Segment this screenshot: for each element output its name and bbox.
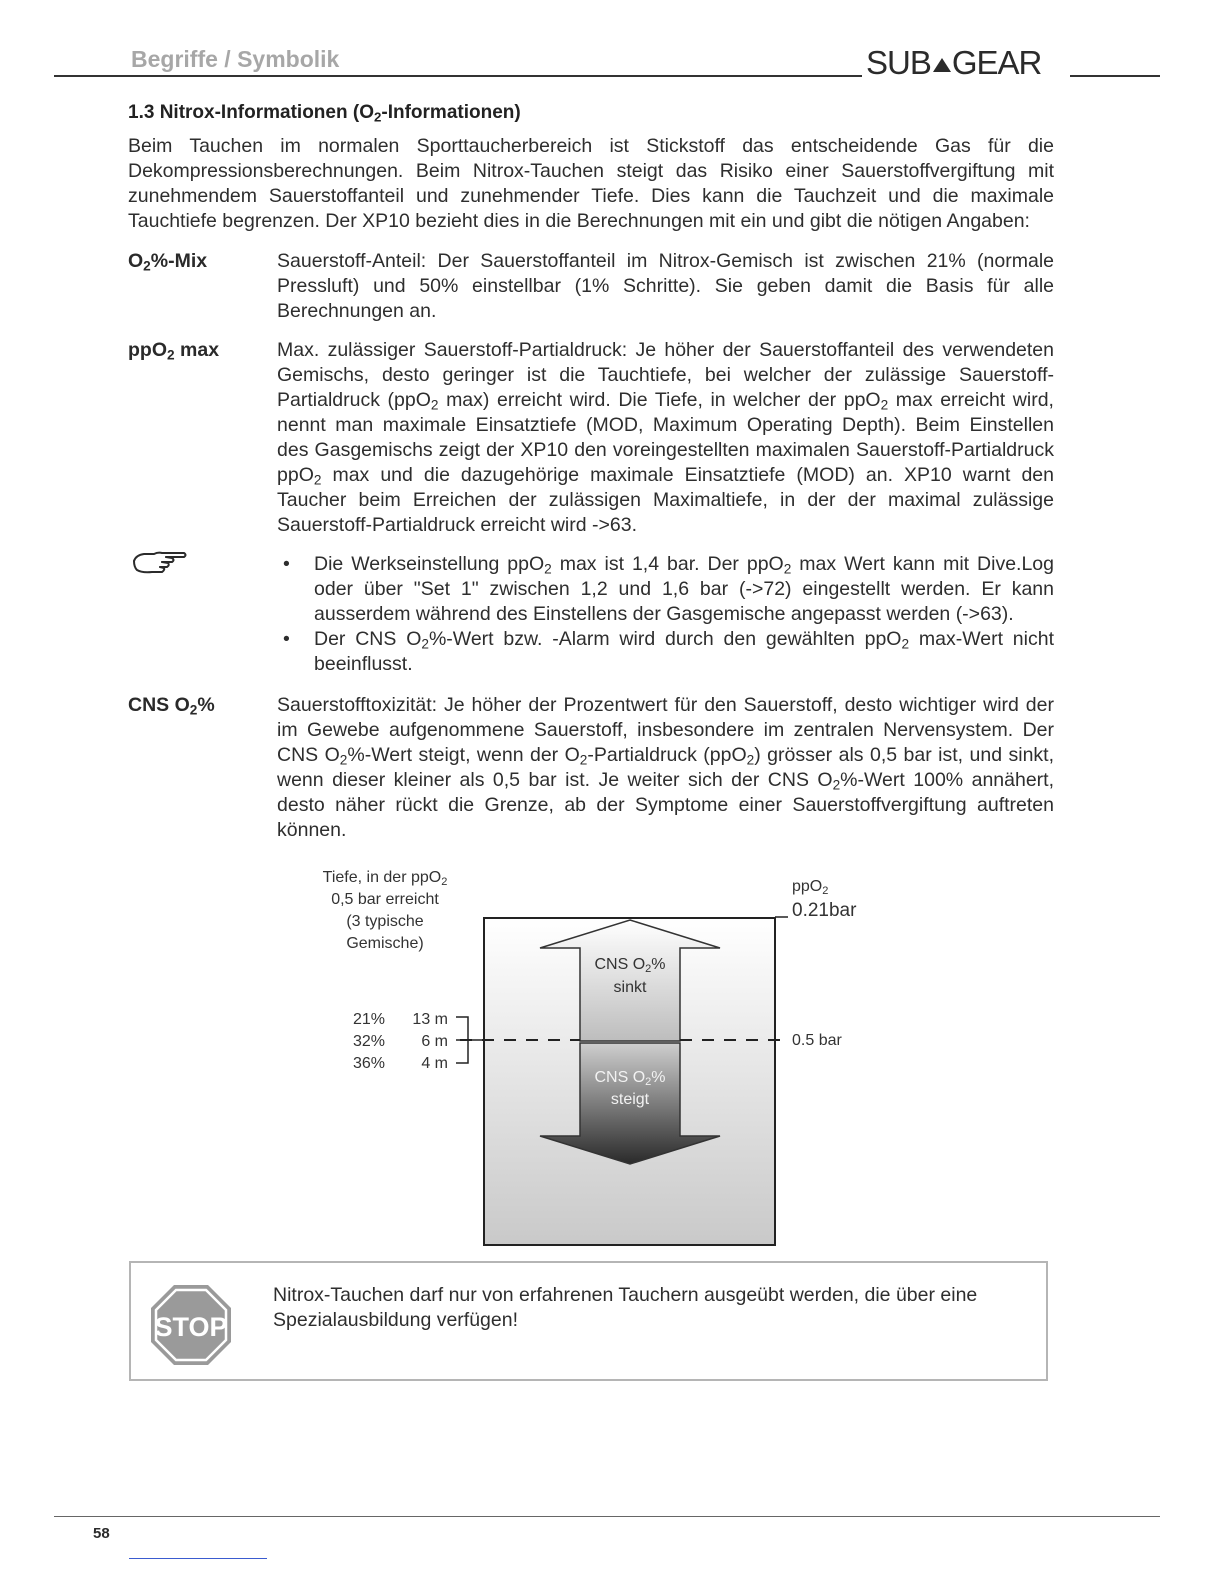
brand-logo-right: GEAR <box>951 44 1042 81</box>
term-cns-o2: CNS $O_2\%$ <box>128 694 215 718</box>
section-title: 1.3 Nitrox-Informationen $(O_2-Informationen)$ <box>128 102 521 125</box>
pointing-hand-icon <box>132 549 188 579</box>
depth-label-line2: 0,5 bar erreicht <box>331 891 439 908</box>
header-section-title: Begriffe / Symbolik <box>131 46 340 72</box>
mix-bracket <box>456 1017 484 1063</box>
intro-paragraph: Beim Tauchen im normalen Sporttaucherbereich ist Stickstoff das entscheidende Gas für die Dekompressionsberechnungen. Beim Nitrox-Tauchen steigt das Risiko einer Sauerstoffvergiftung mit zunehmendem Sauerstoffanteil und zunehmender Tiefe. Dies kann die Tauchzeit und die maximale Tauchtiefe begrenzen. Der XP10 bezieht dies in die Berechnungen mit ein und gibt die nötigen Angaben: <box>128 135 1054 232</box>
brand-logo-left: SUB <box>866 44 931 81</box>
notes-list <box>277 552 1054 677</box>
header-rule-right <box>1070 75 1160 77</box>
list-item: • Die Werkseinstellung ppO$_2$ max ist 1,4 bar. Der ppO$_2$ max Wert kann mit Dive.Log oder über "Set 1" zwischen 1,2 und 1,6 bar (->72) eingestellt werden. Er kann ausserdem während des Einstellens der Gasgemische angepasst werden (->63). <box>283 553 1054 625</box>
top-ppo2-value: 0.21bar <box>792 900 857 921</box>
mix-depth: 4 m <box>421 1055 448 1072</box>
mix-percent: 21% <box>353 1011 386 1028</box>
warning-box <box>129 1261 1048 1381</box>
warning-text: Nitrox-Tauchen darf nur von erfahrenen Tauchern ausgeübt werden, die über eine Spezialausbildung verfügen! <box>273 1284 978 1331</box>
depth-label-line3: (3 typische <box>346 913 424 930</box>
term-ppo2-max: ppO$_2$ max <box>128 339 220 363</box>
footer-link-line <box>129 1558 267 1559</box>
ppo2-axis-label: ppO2 <box>792 878 829 897</box>
cns-decreases-label: CNS O2% <box>594 956 666 975</box>
mix-percent: 36% <box>353 1055 386 1072</box>
section-number: 1.3 <box>128 102 155 123</box>
list-item: • Der CNS $O_2\%$-Wert bzw. -Alarm wird durch den gewählten ppO$_2$ max-Wert nicht beeinflusst. <box>283 628 1054 675</box>
cns-diagram <box>300 860 900 1260</box>
cns-increases-text: steigt <box>610 1091 650 1108</box>
stop-sign-text: STOP <box>154 1312 228 1342</box>
page-number: 58 <box>93 1525 110 1542</box>
brand-triangle-icon <box>933 58 951 72</box>
definition-o2-mix: Sauerstoff-Anteil: Der Sauerstoffanteil im Nitrox-Gemisch ist zwischen 21% (normale Pressluft) und 50% einstellbar (1% Schritte). Sie geben damit die Basis für alle Berechnungen an. <box>277 250 1054 322</box>
definition-ppo2-max: Max. zulässiger Sauerstoff-Partialdruck: Je höher der Sauerstoffanteil des verwendeten Gemischs, desto geringer ist die Tauchtiefe, bei welcher der zulässige Sauerstoff-Partialdruck (ppO$_2$ max) erreicht wird. Die Tiefe, in welcher der ppO$_2$ max erreicht wird, nennt man maximale Einsatztiefe (MOD, Maximum Operating Depth). Beim Einstellen des Gasgemischs zeigt der XP10 den voreingestellten maximalen Sauerstoff-Partialdruck ppO$_2$ max und die dazugehörige maximale Einsatztiefe (MOD) an. XP10 warnt den Taucher beim Erreichen der zulässigen Maximaltiefe, in der der maximal zulässige Sauerstoff-Partialdruck erreicht wird ->63. <box>277 339 1054 536</box>
mix-percent: 32% <box>353 1033 386 1050</box>
cns-decreases-text: sinkt <box>613 979 647 996</box>
brand-logo <box>866 44 1041 82</box>
term-o2-mix: $O_2\%$-Mix <box>128 250 208 274</box>
header-rule <box>54 75 862 77</box>
depth-label-line4: Gemische) <box>346 935 424 952</box>
cns-increases-label: CNS O2% <box>594 1069 666 1088</box>
definition-cns-o2: Sauerstofftoxizität: Je höher der Prozentwert für den Sauerstoff, desto wichtiger wird der im Gewebe aufgenommene Sauerstoff, insbesondere im zentralen Nervensystem. Der CNS $O_2\%$-Wert steigt, wenn der $O_2$-Partialdruck (ppO$_2$) grösser als 0,5 bar ist, und sinkt, wenn dieser kleiner als 0,5 bar ist. Je weiter sich der CNS $O_2\%$-Wert 100% annähert, desto näher rückt die Grenze, ab der Symptome einer Sauerstoffvergiftung auftreten können. <box>277 694 1055 841</box>
depth-label-line1: Tiefe, in der ppO2 <box>322 869 448 888</box>
footer-rule <box>54 1516 1160 1517</box>
stop-sign-icon <box>149 1283 233 1367</box>
mix-depth: 6 m <box>421 1033 448 1050</box>
threshold-value: 0.5 bar <box>792 1032 842 1049</box>
mix-depth: 13 m <box>412 1011 448 1028</box>
